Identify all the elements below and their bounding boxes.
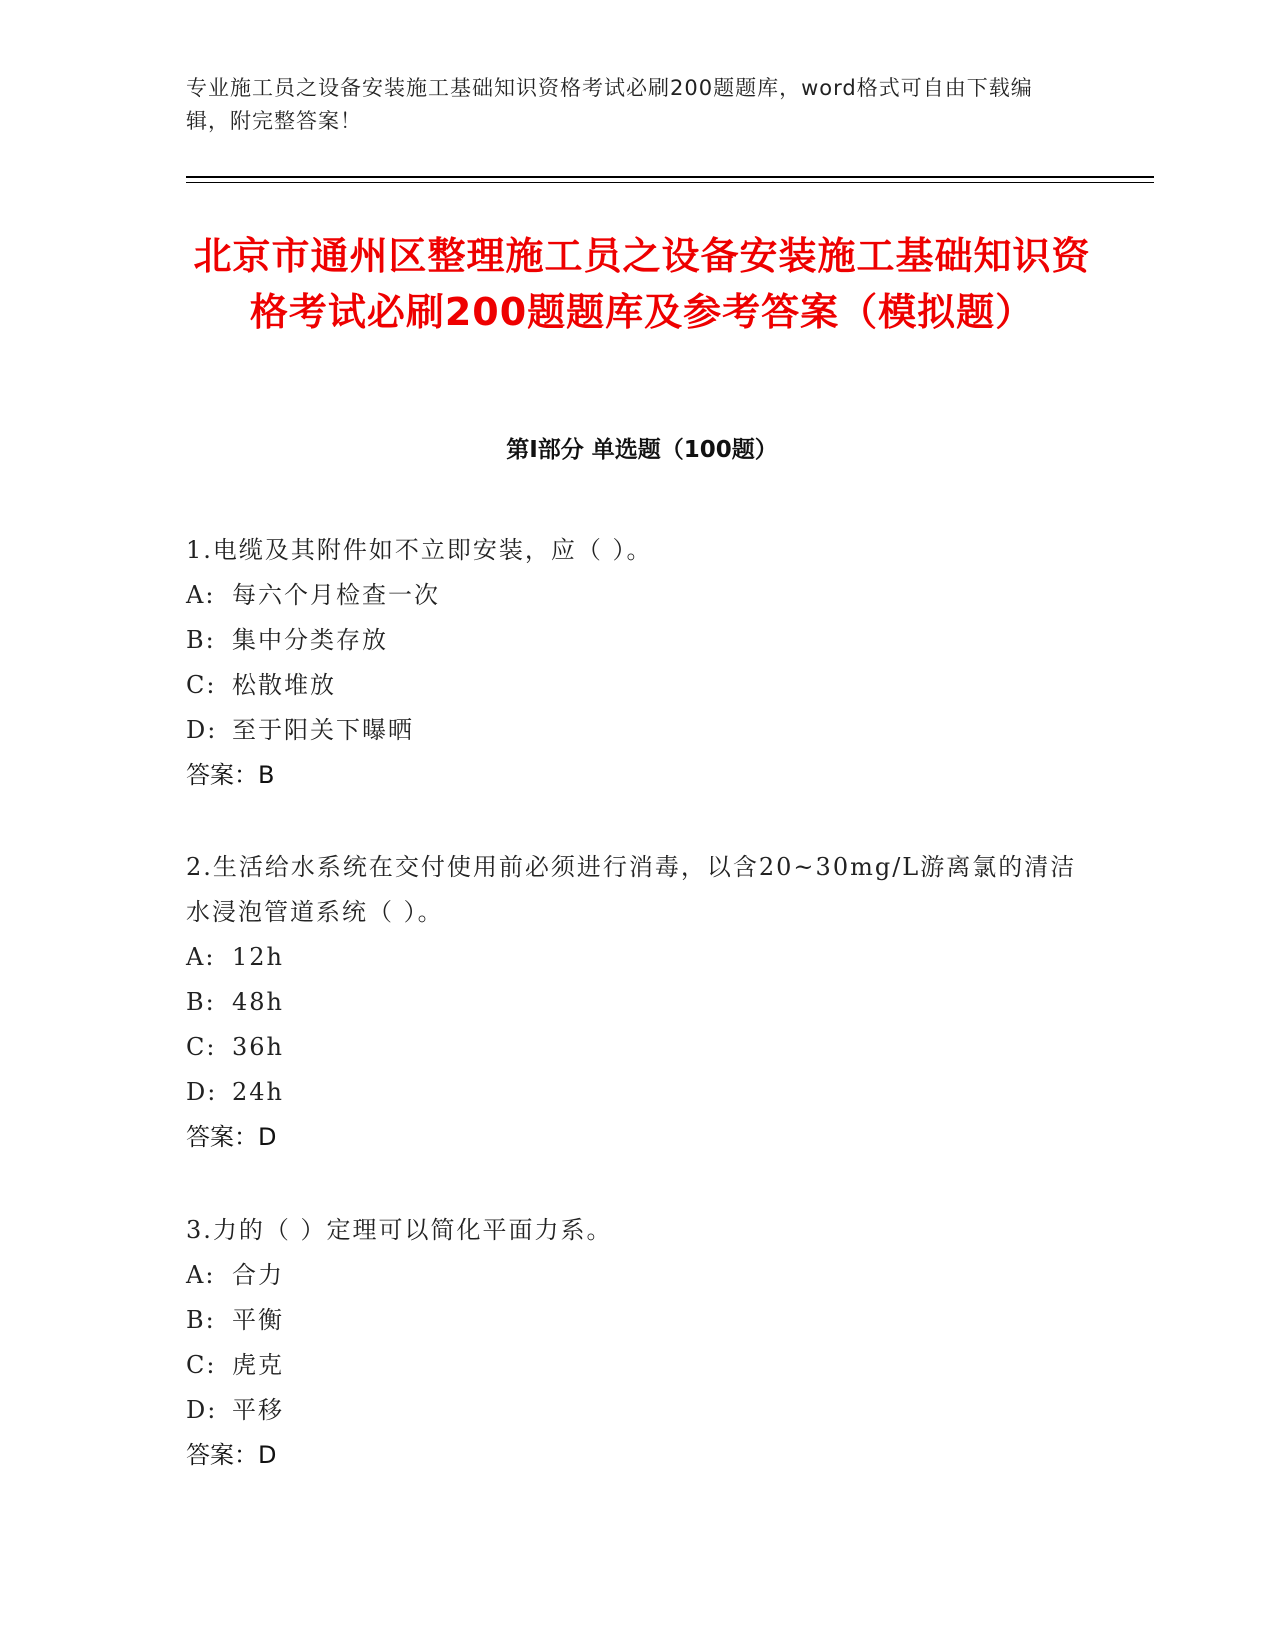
answer-line: 答案：D [186,1123,277,1151]
option-text: 平移 [232,1396,284,1424]
option-letter: B: [186,626,216,654]
question-stem: 2.生活给水系统在交付使用前必须进行消毒，以含20~30mg/L游离氯的清洁水浸泡管道系统（ ）。 [186,853,1077,926]
option-letter: B: [186,1306,216,1334]
option-letter: D: [186,1078,218,1106]
option-text: 集中分类存放 [232,626,388,654]
option-text: 48h [232,988,284,1016]
option-c [186,1025,1086,1070]
option-a [186,1253,1086,1298]
option-d [186,1070,1086,1115]
question-3 [186,1208,1086,1478]
question-1 [186,528,1086,798]
option-a [186,935,1086,980]
option-text: 每六个月检查一次 [232,581,440,609]
document-title: 北京市通州区整理施工员之设备安装施工基础知识资格考试必刷200题题库及参考答案（模拟题） [193,234,1091,334]
option-c [186,663,1086,708]
option-c [186,1343,1086,1388]
header-rule-thin [186,182,1154,183]
option-d [186,1388,1086,1433]
option-text: 合力 [232,1261,284,1289]
option-text: 12h [232,943,284,971]
option-text: 36h [232,1033,284,1061]
option-d [186,708,1086,753]
option-text: 24h [232,1078,284,1106]
option-text: 平衡 [232,1306,284,1334]
option-b [186,980,1086,1025]
header-rule-thick [186,176,1154,178]
question-stem: 1.电缆及其附件如不立即安装，应（ ）。 [186,536,653,564]
option-letter: A: [186,1261,216,1289]
question-2 [186,845,1086,1160]
option-text: 至于阳关下曝晒 [232,716,414,744]
option-letter: A: [186,943,216,971]
section-title: 第I部分 单选题（100题） [506,437,778,463]
option-text: 松散堆放 [232,671,336,699]
option-letter: C: [186,1033,217,1061]
option-letter: D: [186,716,218,744]
answer-line: 答案：B [186,761,275,789]
option-b [186,618,1086,663]
option-letter: A: [186,581,216,609]
question-stem: 3.力的（ ）定理可以简化平面力系。 [186,1216,613,1244]
option-letter: C: [186,671,217,699]
option-a [186,573,1086,618]
option-letter: B: [186,988,216,1016]
header-note: 专业施工员之设备安装施工基础知识资格考试必刷200题题库，word格式可自由下载编辑，附完整答案！ [186,76,1033,133]
option-letter: C: [186,1351,217,1379]
option-b [186,1298,1086,1343]
answer-line: 答案：D [186,1441,277,1469]
option-letter: D: [186,1396,218,1424]
option-text: 虎克 [232,1351,284,1379]
